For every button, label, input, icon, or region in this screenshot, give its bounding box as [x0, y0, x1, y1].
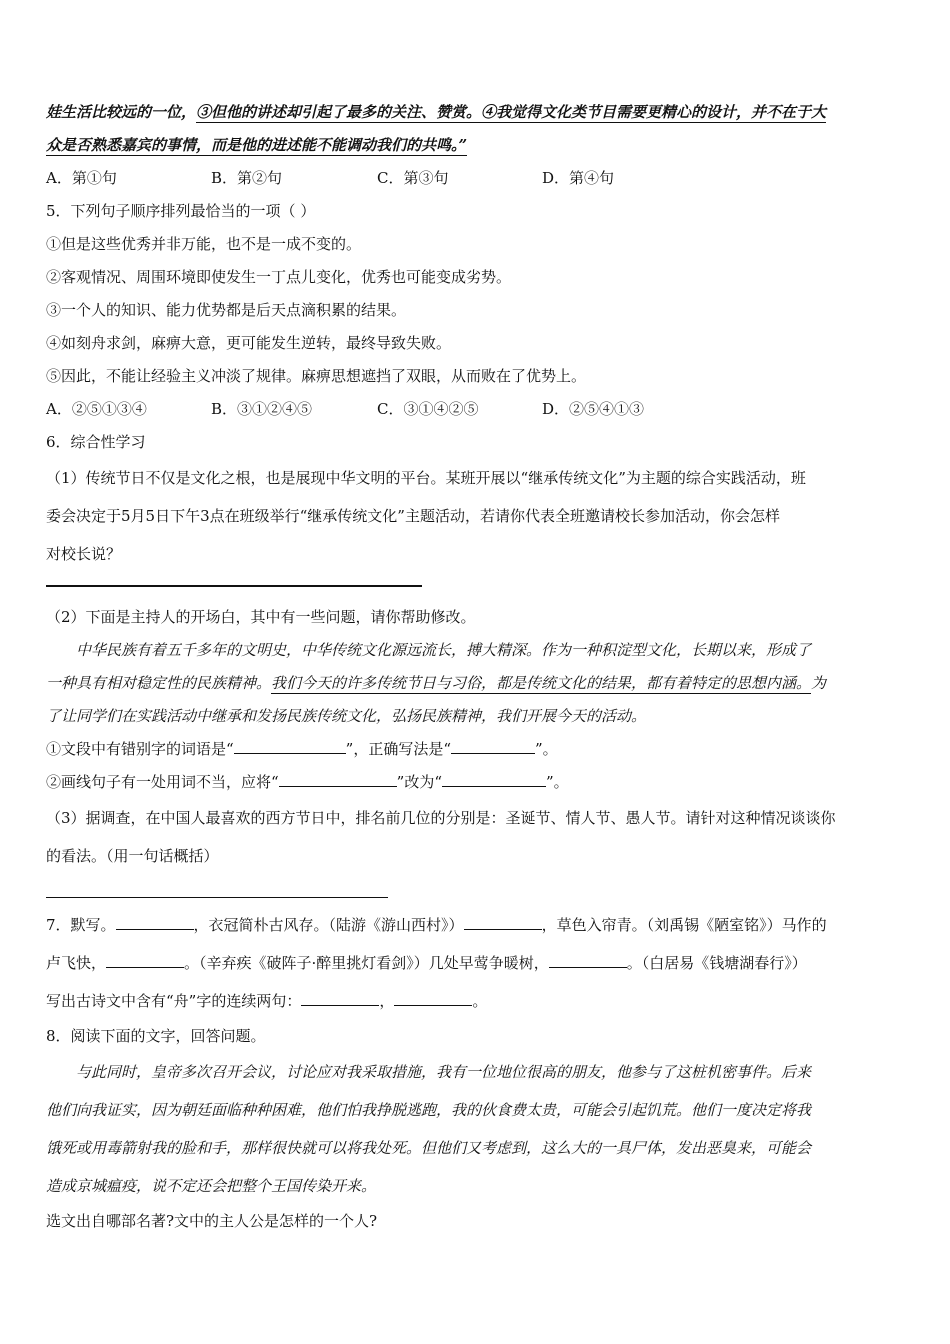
q7-text: 卢飞快， [46, 954, 107, 973]
q5-option-b[interactable]: B．③①②④⑤ [211, 400, 313, 418]
q5-stem: 5．下列句子顺序排列最恰当的一项（ ） [46, 202, 316, 220]
q6-part2-stem: （2）下面是主持人的开场白，其中有一些问题，请你帮助修改。 [46, 607, 476, 626]
q6-sub2-blank-from[interactable] [279, 772, 397, 787]
q5-option-c[interactable]: C．③①④②⑤ [377, 400, 479, 418]
q8-passage-line: 饿死或用毒箭射我的脸和手，那样很快就可以将我处死。但他们又考虑到，这么大的一具尸体，发出恶臭来，可能会 [46, 1139, 812, 1158]
q6-passage-line [46, 667, 908, 700]
q6-part3-answer-line[interactable] [46, 897, 388, 899]
q6-part1-answer-line[interactable] [46, 585, 422, 587]
q7-text: ，衣冠简朴古风存。（陆游《游山西村》） [193, 916, 464, 935]
q4-line-2 [46, 129, 908, 162]
q7-blank[interactable] [394, 991, 472, 1006]
q8-passage-line: 他们向我证实，因为朝廷面临种种困难，他们怕我挣脱逃跑，我的伙食费太贵，可能会引起饥荒。他们一度决定将我 [46, 1101, 812, 1120]
q4-line-1 [46, 96, 908, 129]
q6-sub1 [46, 733, 908, 766]
q4-option-b[interactable]: B．第②句 [211, 169, 283, 187]
q7-text: 写出古诗文中含有“舟”字的连续两句： [46, 992, 302, 1011]
q7-blank[interactable] [301, 991, 379, 1006]
q6-part1-line: 对校长说？ [46, 545, 122, 563]
q7-text: ，草色入帘青。（刘禹锡《陋室铭》）马作的 [541, 916, 827, 935]
q6-stem: 6．综合性学习 [46, 433, 146, 451]
q4-text: 娃生活比较远的一位， [46, 103, 197, 121]
q4-options [46, 162, 908, 195]
q5-item: ④如刻舟求剑，麻痹大意，更可能发生逆转，最终导致失败。 [46, 334, 452, 352]
q7-line-3 [46, 982, 908, 1020]
q6-sub1-blank-wrong[interactable] [234, 739, 346, 754]
q6-sub2-blank-to[interactable] [442, 772, 546, 787]
q7-line-2 [46, 944, 908, 982]
q5-option-d[interactable]: D．②⑤④①③ [542, 400, 645, 418]
q7-text: 。 [472, 992, 488, 1011]
q6-passage-text: 一种具有相对稳定性的民族精神。 [46, 673, 272, 692]
q8-question: 选文出自哪部名著?文中的主人公是怎样的一个人? [46, 1212, 378, 1231]
q6-sub1-text: ①文段中有错别字的词语是“ [46, 739, 234, 758]
q6-sub2 [46, 766, 908, 799]
exam-page [46, 96, 908, 1238]
q7-text: 7．默写。 [46, 916, 116, 935]
q4-underlined-text: ③但他的讲述却引起了最多的关注、赞赏。④我觉得文化类节目需要更精心的设计，并不在于大 [196, 103, 827, 121]
q5-options [46, 393, 908, 426]
q5-option-a[interactable]: A．②⑤①③④ [46, 400, 147, 418]
q6-part1-line: 委会决定于5月5日下午3点在班级举行“继承传统文化”主题活动，若请你代表全班邀请校长参加活动，你会怎样 [46, 507, 780, 525]
q8-passage-line: 与此同时，皇帝多次召开会议，讨论应对我采取措施，我有一位地位很高的朋友，他参与了这桩机密事件。后来 [76, 1063, 812, 1082]
q5-item: ①但是这些优秀并非万能，也不是一成不变的。 [46, 235, 362, 253]
q5-item: ⑤因此，不能让经验主义冲淡了规律。麻痹思想遮挡了双眼，从而败在了优势上。 [46, 367, 587, 385]
q7-text: ， [379, 992, 395, 1011]
q7-text: 。（辛弃疾《破阵子·醉里挑灯看剑》）几处早莺争暖树， [184, 954, 549, 973]
q6-part1-line: （1）传统节日不仅是文化之根，也是展现中华文明的平台。某班开展以“继承传统文化”为主题的综合实践活动，班 [46, 469, 806, 487]
q6-sub2-text: ”改为“ [396, 772, 443, 791]
q6-passage-line: 了让同学们在实践活动中继承和发扬民族传统文化，弘扬民族精神，我们开展今天的活动。 [46, 706, 647, 725]
q6-part3-line: 的看法。（用一句话概括） [46, 846, 219, 865]
q7-blank[interactable] [116, 915, 194, 930]
q4-option-c[interactable]: C．第③句 [377, 169, 449, 187]
q6-passage-line: 中华民族有着五千多年的文明史，中华传统文化源远流长，搏大精深。作为一种积淀型文化，长期以来，形成了 [76, 640, 812, 659]
q4-option-d[interactable]: D．第④句 [542, 169, 615, 187]
q7-line-1 [46, 906, 908, 944]
q6-passage-text: 为 [811, 673, 827, 692]
q7-text: 。（白居易《钱塘湖春行》） [626, 954, 807, 973]
q6-underlined-sentence: 我们今天的许多传统节日与习俗，都是传统文化的结果，都有着特定的思想内涵。 [271, 673, 812, 692]
q7-blank[interactable] [106, 953, 184, 968]
q7-blank[interactable] [464, 915, 542, 930]
q6-sub1-text: ”，正确写法是“ [345, 739, 452, 758]
q8-passage-line: 造成京城瘟疫，说不定还会把整个王国传染开来。 [46, 1177, 377, 1196]
q6-sub2-text: ”。 [546, 772, 569, 791]
q6-sub2-text: ②画线句子有一处用词不当，应将“ [46, 772, 279, 791]
q4-option-a[interactable]: A．第①句 [46, 169, 117, 187]
q5-item: ②客观情况、周围环境即使发生一丁点儿变化，优秀也可能变成劣势。 [46, 268, 512, 286]
q6-part3-line: （3）据调查，在中国人最喜欢的西方节日中，排名前几位的分别是：圣诞节、情人节、愚人节。请针对这种情况谈谈你 [46, 808, 836, 827]
q7-blank[interactable] [549, 953, 627, 968]
q6-sub1-text: ”。 [535, 739, 558, 758]
q8-stem: 8．阅读下面的文字，回答问题。 [46, 1027, 266, 1046]
q5-item: ③一个人的知识、能力优势都是后天点滴积累的结果。 [46, 301, 407, 319]
q6-sub1-blank-correct[interactable] [451, 739, 535, 754]
q4-underlined-text: 众是否熟悉嘉宾的事情，而是他的进述能不能调动我们的共鸣。” [46, 136, 468, 154]
